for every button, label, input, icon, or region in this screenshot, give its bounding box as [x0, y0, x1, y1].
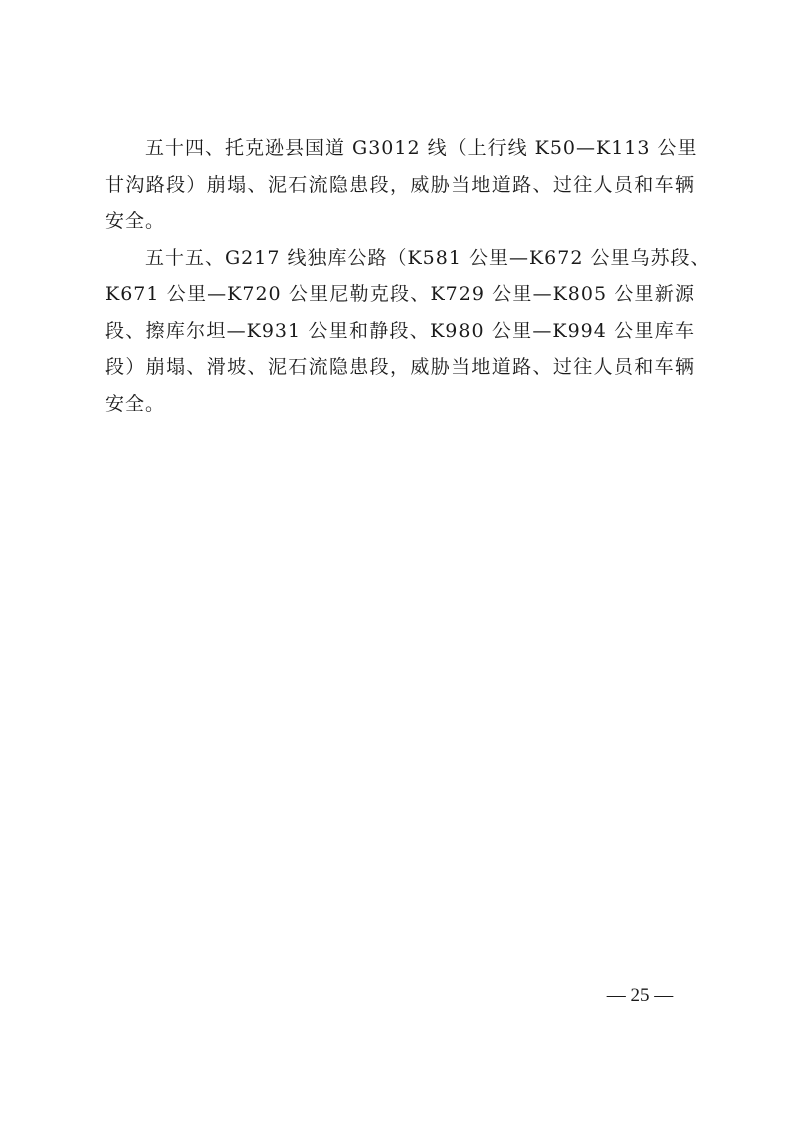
paragraph-line: 段、擦库尔坦—K931 公里和静段、K980 公里—K994 公里库车: [105, 319, 695, 342]
paragraph-line: 安全。: [105, 210, 166, 232]
page-number: — 25 —: [606, 985, 674, 1006]
paragraph-line: 五十五、G217 线独库公路（K581 公里—K672 公里乌苏段、: [145, 246, 711, 269]
paragraph-55: [105, 240, 711, 423]
paragraph-line: K671 公里—K720 公里尼勒克段、K729 公里—K805 公里新源: [105, 283, 695, 305]
paragraph-line: 段）崩塌、滑坡、泥石流隐患段，威胁当地道路、过往人员和车辆: [105, 356, 695, 378]
paragraph-54: [105, 130, 698, 240]
paragraph-line: 五十四、托克逊县国道 G3012 线（上行线 K50—K113 公里: [145, 137, 698, 159]
paragraph-line: 甘沟路段）崩塌、泥石流隐患段，威胁当地道路、过往人员和车辆: [105, 173, 695, 196]
paragraph-line: 安全。: [105, 392, 166, 415]
document-body: [105, 130, 711, 422]
